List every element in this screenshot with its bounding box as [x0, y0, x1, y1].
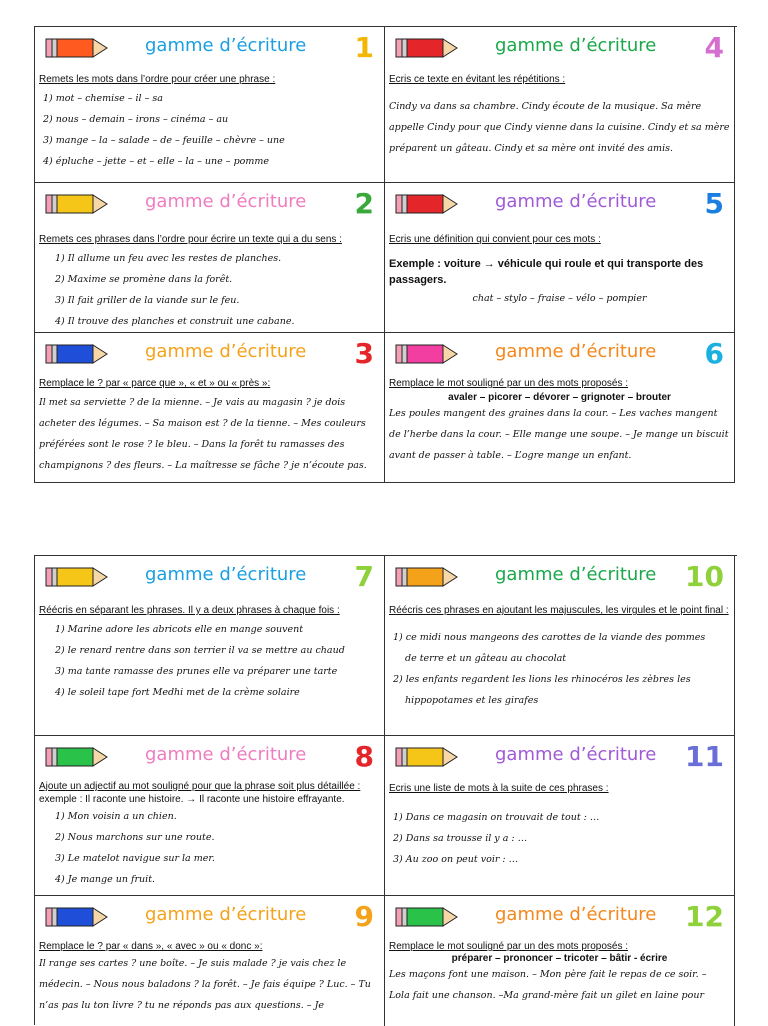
instruction: Remets ces phrases dans l’ordre pour écrire un texte qui a du sens : — [39, 234, 342, 245]
list-item: 4) le soleil tape fort Medhi met de la crème solaire — [55, 687, 300, 698]
card-8 — [35, 736, 385, 896]
pencil-icon — [45, 746, 109, 768]
list-item: 3) mange – la – salade – de – feuille – chèvre – une — [43, 135, 285, 146]
word-list: préparer – prononcer – tricoter – bâtir - écrire — [451, 953, 668, 964]
exercise-text: Cindy va dans sa chambre. Cindy écoute de la musique. Sa mère appelle Cindy pour que Cindy vienne dans la cuisine. Cindy et sa mère préparent un gâteau. Cindy et sa mère ont invité des amis. — [389, 101, 730, 154]
example-line: exemple : Il raconte une histoire. → Il raconte une histoire effrayante. — [39, 794, 345, 805]
list-item: 4) Il trouve des planches et construit une cabane. — [55, 316, 295, 327]
list-item: 1) mot – chemise – il – sa — [43, 93, 163, 104]
list-item: 1) Mon voisin a un chien. — [55, 811, 177, 822]
list-item: 2) le renard rentre dans son terrier il va se mettre au chaud — [55, 645, 345, 656]
card-title: gamme d’écriture — [145, 341, 307, 362]
card-title: gamme d’écriture — [495, 564, 657, 585]
card-number: 1 — [354, 31, 374, 64]
card-number: 6 — [704, 337, 724, 370]
worksheet-bottom — [34, 555, 737, 1025]
pencil-icon — [45, 343, 109, 365]
exercise-text: Les poules mangent des graines dans la cour. – Les vaches mangent de l’herbe dans la cour. – Elle mange une soupe. – Je mange un biscuit avant de passer à table. – L’ogre mange un enfant. — [389, 408, 729, 461]
pencil-icon — [395, 37, 459, 59]
pencil-icon — [395, 343, 459, 365]
instruction: Ecris une liste de mots à la suite de ces phrases : — [389, 783, 609, 794]
card-title: gamme d’écriture — [495, 744, 657, 765]
pencil-icon — [395, 193, 459, 215]
card-6 — [385, 333, 735, 483]
card-number: 12 — [685, 900, 724, 933]
list-item: 2) Maxime se promène dans la forêt. — [55, 274, 233, 285]
list-item: hippopotames et les girafes — [405, 695, 539, 706]
word-list: avaler – picorer – dévorer – grignoter – brouter — [448, 392, 671, 403]
pencil-icon — [45, 906, 109, 928]
card-number: 5 — [704, 187, 724, 220]
exercise-text: Il met sa serviette ? de la mienne. – Je vais au magasin ? je dois acheter des légumes. – Sa maison est ? de la tienne. – Mes couleurs préférées sont le rose ? le bleu. – Dans la forêt tu ramasses des champignons ? des fleurs. – La maîtresse se fâche ? je n’écoute pas. — [39, 397, 367, 471]
instruction: Réécris en séparant les phrases. Il y a deux phrases à chaque fois : — [39, 605, 340, 616]
list-item: 1) ce midi nous mangeons des carottes de la viande des pommes — [393, 632, 706, 643]
list-item: 3) Le matelot navigue sur la mer. — [55, 853, 215, 864]
card-10 — [385, 556, 735, 736]
card-3 — [35, 333, 385, 483]
card-number: 4 — [704, 31, 724, 64]
pencil-icon — [45, 566, 109, 588]
card-7 — [35, 556, 385, 736]
list-item: 3) ma tante ramasse des prunes elle va préparer une tarte — [55, 666, 338, 677]
card-number: 11 — [685, 740, 724, 773]
list-item: 1) Dans ce magasin on trouvait de tout : … — [393, 812, 600, 823]
card-title: gamme d’écriture — [145, 744, 307, 765]
card-title: gamme d’écriture — [495, 341, 657, 362]
exercise-text: Les maçons font une maison. – Mon père fait le repas de ce soir. – Lola fait une chanson. –Ma grand-mère fait un gilet en laine pour — [389, 969, 707, 1001]
exercise-text: Il range ses cartes ? une boîte. – Je suis malade ? je vais chez le médecin. – Nous nous baladons ? la forêt. – Je fais équipe ? Luc. – Tu n’as pas lu ton livre ? tu ne réponds pas aux questions. – Je — [39, 958, 371, 1011]
pencil-icon — [395, 566, 459, 588]
list-item: 2) Nous marchons sur une route. — [55, 832, 215, 843]
list-item: 4) Je mange un fruit. — [55, 874, 156, 885]
pencil-icon — [45, 193, 109, 215]
instruction: Remplace le ? par « parce que », « et » ou « près »: — [39, 378, 271, 389]
list-item: 2) nous – demain – irons – cinéma – au — [43, 114, 229, 125]
instruction: Ecris ce texte en évitant les répétitions : — [389, 74, 566, 85]
list-item: 2) Dans sa trousse il y a : … — [393, 833, 528, 844]
card-number: 7 — [354, 560, 374, 593]
card-number: 10 — [685, 560, 724, 593]
card-title: gamme d’écriture — [145, 564, 307, 585]
word-list: chat – stylo – fraise – vélo – pompier — [472, 293, 647, 304]
list-item: 2) les enfants regardent les lions les rhinocéros les zèbres les — [393, 674, 691, 685]
card-9 — [35, 896, 385, 1026]
card-title: gamme d’écriture — [495, 904, 657, 925]
instruction: Remplace le mot souligné par un des mots proposés : — [389, 941, 629, 952]
card-title: gamme d’écriture — [145, 904, 307, 925]
list-item: 4) épluche – jette – et – elle – la – une – pomme — [43, 156, 270, 167]
example-definition: Exemple : voiture → véhicule qui roule et qui transporte des passagers. — [389, 258, 704, 286]
card-2 — [35, 183, 385, 333]
list-item: 3) Il fait griller de la viande sur le feu. — [55, 295, 240, 306]
card-title: gamme d’écriture — [145, 191, 307, 212]
card-4 — [385, 27, 735, 183]
card-12 — [385, 896, 735, 1026]
pencil-icon — [395, 746, 459, 768]
card-11 — [385, 736, 735, 896]
card-number: 9 — [354, 900, 374, 933]
card-title: gamme d’écriture — [495, 35, 657, 56]
card-5 — [385, 183, 735, 333]
instruction: Ecris une définition qui convient pour ces mots : — [389, 234, 601, 245]
list-item: de terre et un gâteau au chocolat — [405, 653, 567, 664]
card-number: 8 — [354, 740, 374, 773]
instruction: Réécris ces phrases en ajoutant les majuscules, les virgules et le point final : — [389, 605, 729, 616]
instruction: Remplace le mot souligné par un des mots proposés : — [389, 378, 629, 389]
card-title: gamme d’écriture — [495, 191, 657, 212]
card-1 — [35, 27, 385, 183]
pencil-icon — [395, 906, 459, 928]
card-title: gamme d’écriture — [145, 35, 307, 56]
instruction: Ajoute un adjectif au mot souligné pour que la phrase soit plus détaillée : — [39, 781, 361, 792]
list-item: 1) Il allume un feu avec les restes de planches. — [55, 253, 282, 264]
list-item: 3) Au zoo on peut voir : … — [393, 854, 519, 865]
card-number: 2 — [354, 187, 374, 220]
card-number: 3 — [354, 337, 374, 370]
list-item: 1) Marine adore les abricots elle en mange souvent — [55, 624, 304, 635]
instruction: Remplace le ? par « dans », « avec » ou « donc »: — [39, 941, 263, 952]
instruction: Remets les mots dans l’ordre pour créer une phrase : — [39, 74, 276, 85]
pencil-icon — [45, 37, 109, 59]
worksheet-top — [34, 26, 737, 483]
